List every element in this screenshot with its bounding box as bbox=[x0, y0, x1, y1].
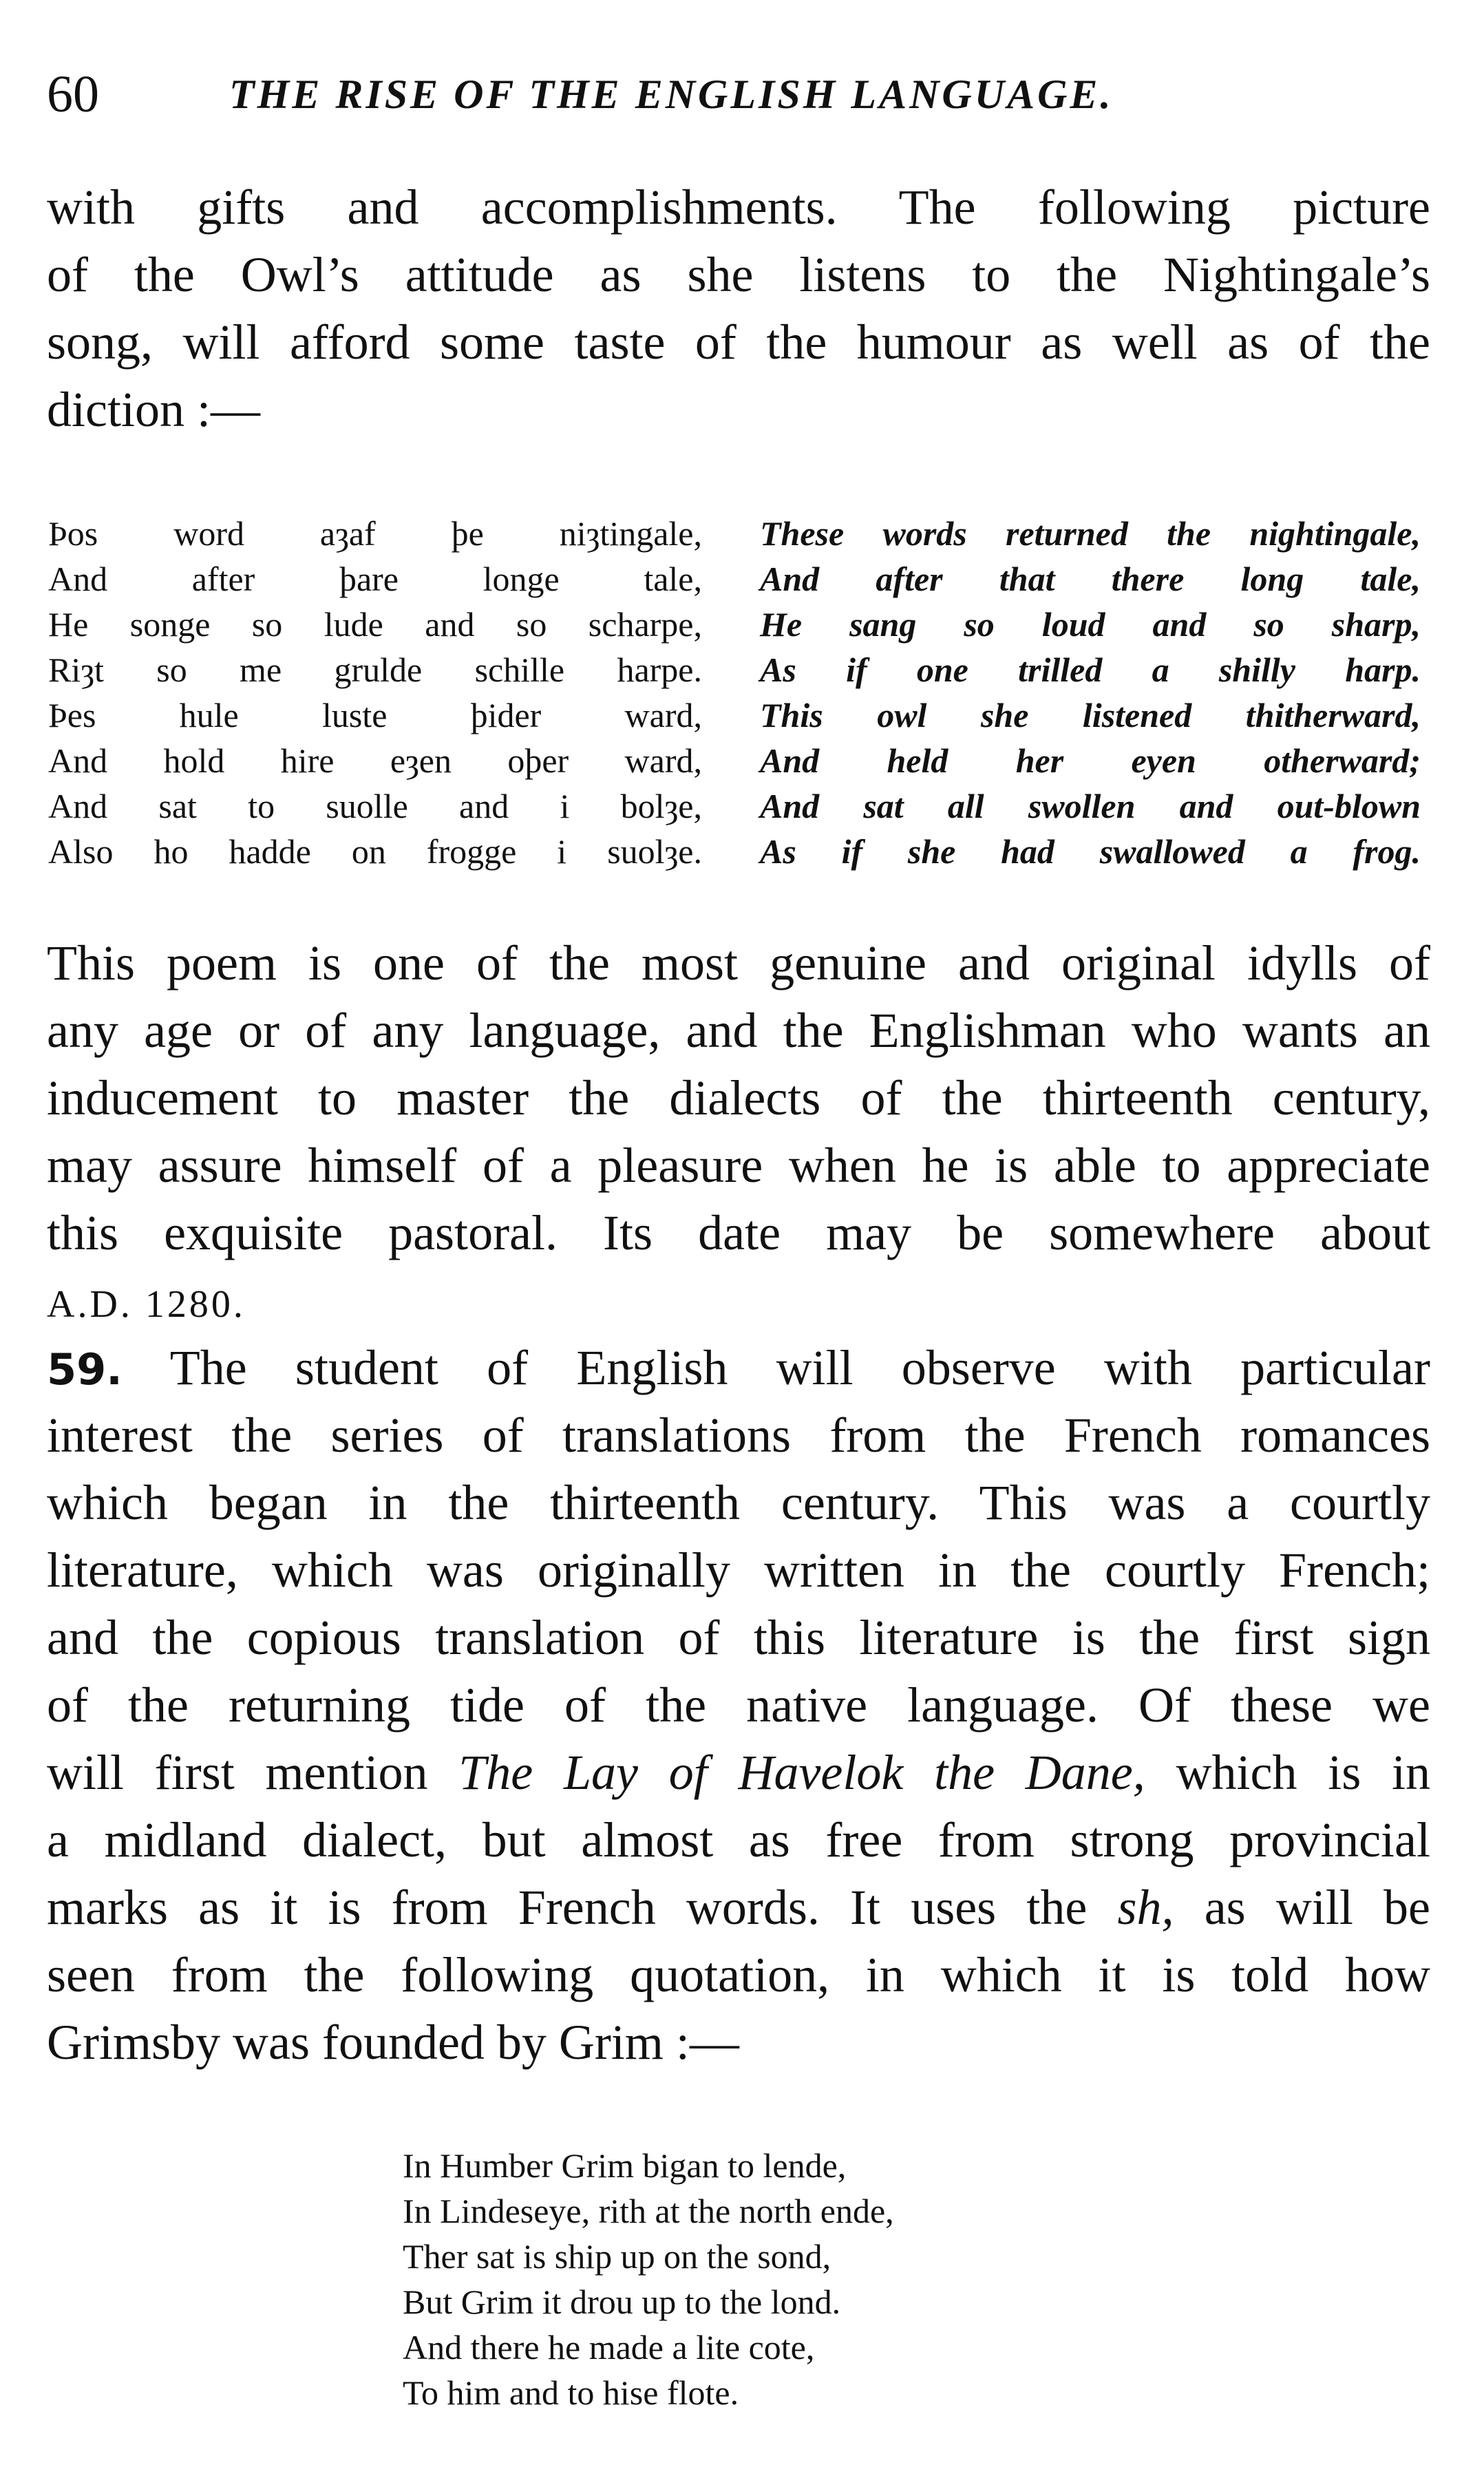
owl-poem-translation bbox=[760, 511, 1421, 874]
text-line: of the returning tide of the native language. Of these we bbox=[47, 1677, 1430, 1733]
text-line: this exquisite pastoral. Its date may be somewhere about bbox=[47, 1205, 1430, 1260]
italic-term: sh, bbox=[1117, 1880, 1174, 1935]
verse-line: Riȝt so me grulde schille harpe. bbox=[48, 650, 702, 689]
text-line: seen from the following quotation, in which it is told how bbox=[47, 1947, 1430, 2002]
text-line: of the Owl’s attitude as she listens to the Nightingale’s bbox=[47, 247, 1430, 302]
book-title: The Lay of Havelok the Dane, bbox=[458, 1745, 1145, 1800]
verse-line: These words returned the nightingale, bbox=[760, 514, 1421, 553]
text-span: as will be bbox=[1204, 1880, 1430, 1935]
verse-line: And held her eyen otherward; bbox=[760, 741, 1421, 780]
verse-line: And sat all swollen and out-blown bbox=[760, 787, 1421, 825]
running-title: THE RISE OF THE ENGLISH LANGUAGE. bbox=[229, 72, 1114, 117]
verse-line: And sat to suolle and i bolȝe, bbox=[48, 787, 702, 825]
verse-line: And after that there long tale, bbox=[760, 560, 1421, 598]
text-line: with gifts and accomplishments. The following picture bbox=[47, 180, 1430, 235]
text-line bbox=[47, 1739, 1430, 1806]
text-line bbox=[47, 1267, 1430, 1334]
verse-line: As if she had swallowed a frog. bbox=[760, 832, 1421, 871]
text-line: This poem is one of the most genuine and original idylls of bbox=[47, 935, 1430, 991]
text-span: The student of English will observe with particular bbox=[169, 1340, 1430, 1395]
owl-poem-middle-english bbox=[48, 511, 702, 874]
text-line: diction :— bbox=[47, 382, 260, 437]
page-header bbox=[47, 63, 1437, 125]
text-line: a midland dialect, but almost as free from strong provincial bbox=[47, 1812, 1430, 1867]
paragraph-owl-intro bbox=[47, 173, 1430, 443]
text-line: interest the series of translations from the French romances bbox=[47, 1408, 1430, 1463]
page-number: 60 bbox=[47, 65, 99, 123]
verse-line: He sang so loud and so sharp, bbox=[760, 605, 1421, 644]
verse-line: Þes hule luste þider ward, bbox=[48, 696, 702, 734]
verse-line: He songe so lude and so scharpe, bbox=[48, 605, 702, 644]
text-line bbox=[47, 1334, 1430, 1401]
verse-line: In Lindeseye, rith at the north ende, bbox=[403, 2192, 894, 2230]
text-line: literature, which was originally written in the courtly French; bbox=[47, 1543, 1430, 1598]
text-line: and the copious translation of this literature is the first sign bbox=[47, 1610, 1430, 1665]
verse-line: To him and to hise flote. bbox=[403, 2373, 739, 2412]
text-span: marks as it is from French words. It uses the bbox=[47, 1880, 1088, 1935]
verse-line: And after þare longe tale, bbox=[48, 560, 702, 598]
text-line: song, will afford some taste of the humour as well as of the bbox=[47, 315, 1430, 370]
paragraph-idyll bbox=[47, 929, 1430, 1334]
text-span: which is in bbox=[1176, 1745, 1430, 1800]
verse-line: Ther sat is ship up on the sond, bbox=[403, 2237, 831, 2276]
date-label: A.D. 1280. bbox=[47, 1283, 246, 1326]
paragraph-section-59 bbox=[47, 1334, 1430, 2076]
text-span: will first mention bbox=[47, 1745, 428, 1800]
verse-line: Also ho hadde on frogge i suolȝe. bbox=[48, 832, 702, 871]
verse-line: As if one trilled a shilly harp. bbox=[760, 650, 1421, 689]
verse-line: Þos word aȝaf þe niȝtingale, bbox=[48, 514, 702, 553]
text-line: may assure himself of a pleasure when he is able to appreciate bbox=[47, 1138, 1430, 1193]
verse-line: In Humber Grim bigan to lende, bbox=[403, 2146, 847, 2185]
verse-line: This owl she listened thitherward, bbox=[760, 696, 1421, 734]
section-number: 59. bbox=[47, 1344, 123, 1395]
text-line bbox=[47, 1874, 1430, 1941]
text-line: any age or of any language, and the Englishman who wants an bbox=[47, 1003, 1430, 1058]
text-line: Grimsby was founded by Grim :— bbox=[47, 2015, 739, 2070]
text-line: which began in the thirteenth century. This was a courtly bbox=[47, 1475, 1430, 1530]
text-line: inducement to master the dialects of the thirteenth century, bbox=[47, 1070, 1430, 1125]
verse-line: But Grim it drou up to the lond. bbox=[403, 2283, 841, 2321]
verse-line: And hold hire eȝen oþer ward, bbox=[48, 741, 702, 780]
verse-line: And there he made a lite cote, bbox=[403, 2328, 815, 2367]
havelok-verse bbox=[403, 2143, 1112, 2415]
